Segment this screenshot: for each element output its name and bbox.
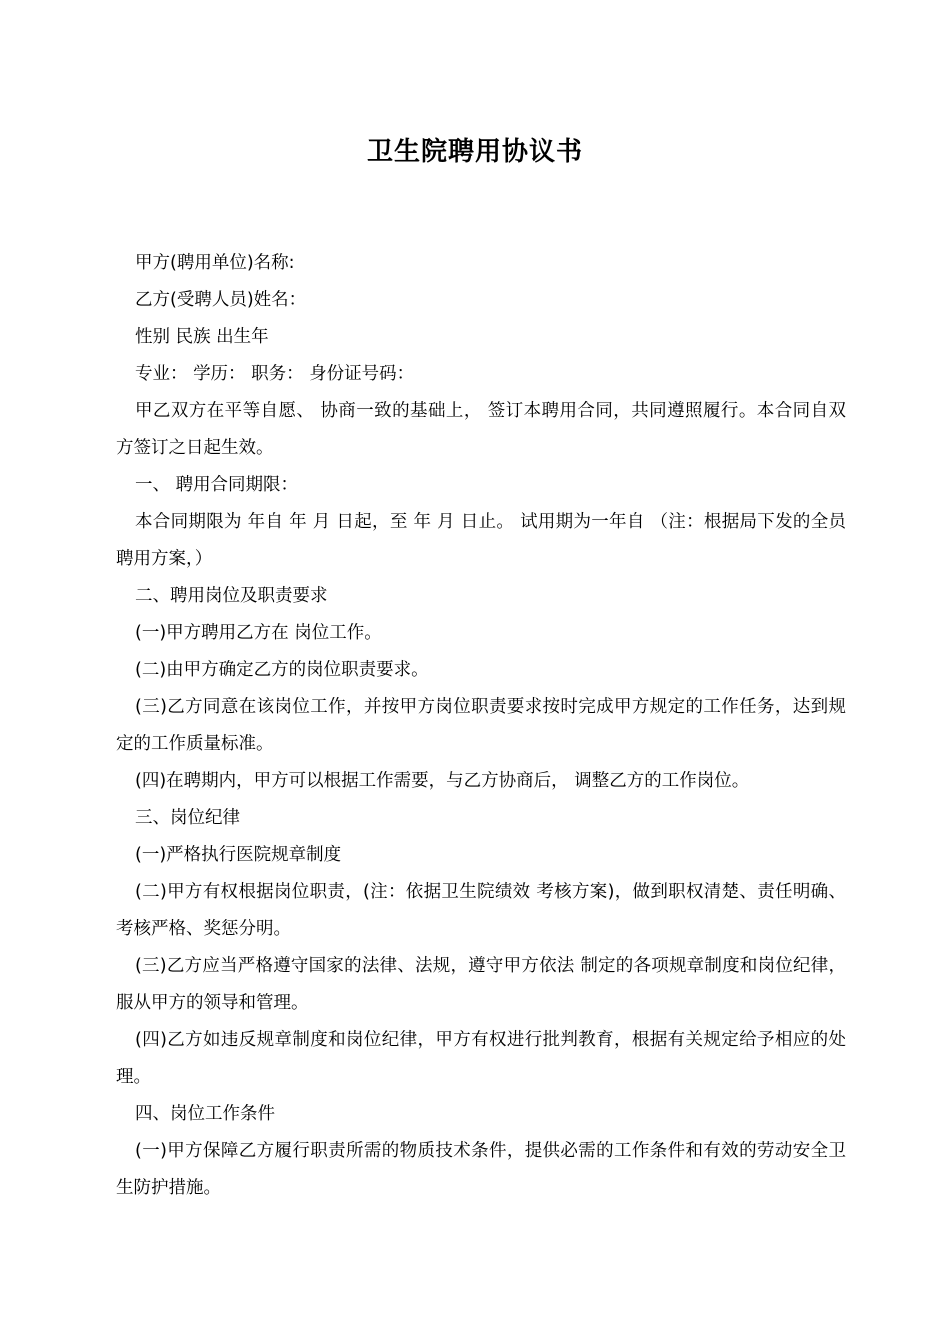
section-4-item-1: (一)甲方保障乙方履行职责所需的物质技术条件，提供必需的工作条件和有效的劳动安全卫生防护措施。 — [116, 1141, 846, 1198]
document-title: 卫生院聘用协议书 — [366, 137, 583, 167]
section-2-item-1: (一)甲方聘用乙方在 岗位工作。 — [135, 623, 382, 643]
section-2-item-2: (二)由甲方确定乙方的岗位职责要求。 — [135, 660, 429, 680]
section-1-heading: 一、 聘用合同期限： — [135, 475, 299, 495]
section-3-item-3: (三)乙方应当严格遵守国家的法律、法规，遵守甲方依法 制定的各项规章制度和岗位纪律，服从甲方的领导和管理。 — [116, 956, 846, 1013]
gender-ethnicity-birth-line: 性别 民族 出生年 — [135, 327, 269, 347]
section-2-item-3: (三)乙方同意在该岗位工作，并按甲方岗位职责要求按时完成甲方规定的工作任务，达到规定的工作质量标准。 — [116, 697, 846, 754]
section-3-item-1: (一)严格执行医院规章制度 — [135, 845, 342, 865]
section-3-item-4: (四)乙方如违反规章制度和岗位纪律，甲方有权进行批判教育，根据有关规定给予相应的处理。 — [116, 1030, 846, 1087]
major-education-id-line: 专业： 学历： 职务： 身份证号码： — [135, 364, 415, 384]
section-2-item-4: (四)在聘期内，甲方可以根据工作需要，与乙方协商后， 调整乙方的工作岗位。 — [135, 771, 750, 791]
preamble-paragraph: 甲乙双方在平等自愿、 协商一致的基础上， 签订本聘用合同，共同遵照履行。本合同自双方签订之日起生效。 — [116, 401, 846, 458]
party-b-name-line: 乙方(受聘人员)姓名： — [135, 290, 307, 310]
section-4-heading: 四、岗位工作条件 — [135, 1104, 275, 1124]
document-body — [116, 245, 846, 1207]
contract-term-paragraph: 本合同期限为 年自 年 月 日起，至 年 月 日止。 试用期为一年自 （注：根据局下发的全员聘用方案，） — [116, 512, 846, 569]
section-2-heading: 二、聘用岗位及职责要求 — [135, 586, 328, 606]
section-3-item-2: (二)甲方有权根据岗位职责，(注：依据卫生院绩效 考核方案)，做到职权清楚、责任明确、考核严格、奖惩分明。 — [116, 882, 846, 939]
party-a-name-line: 甲方(聘用单位)名称: — [135, 253, 295, 273]
section-3-heading: 三、岗位纪律 — [135, 808, 240, 828]
